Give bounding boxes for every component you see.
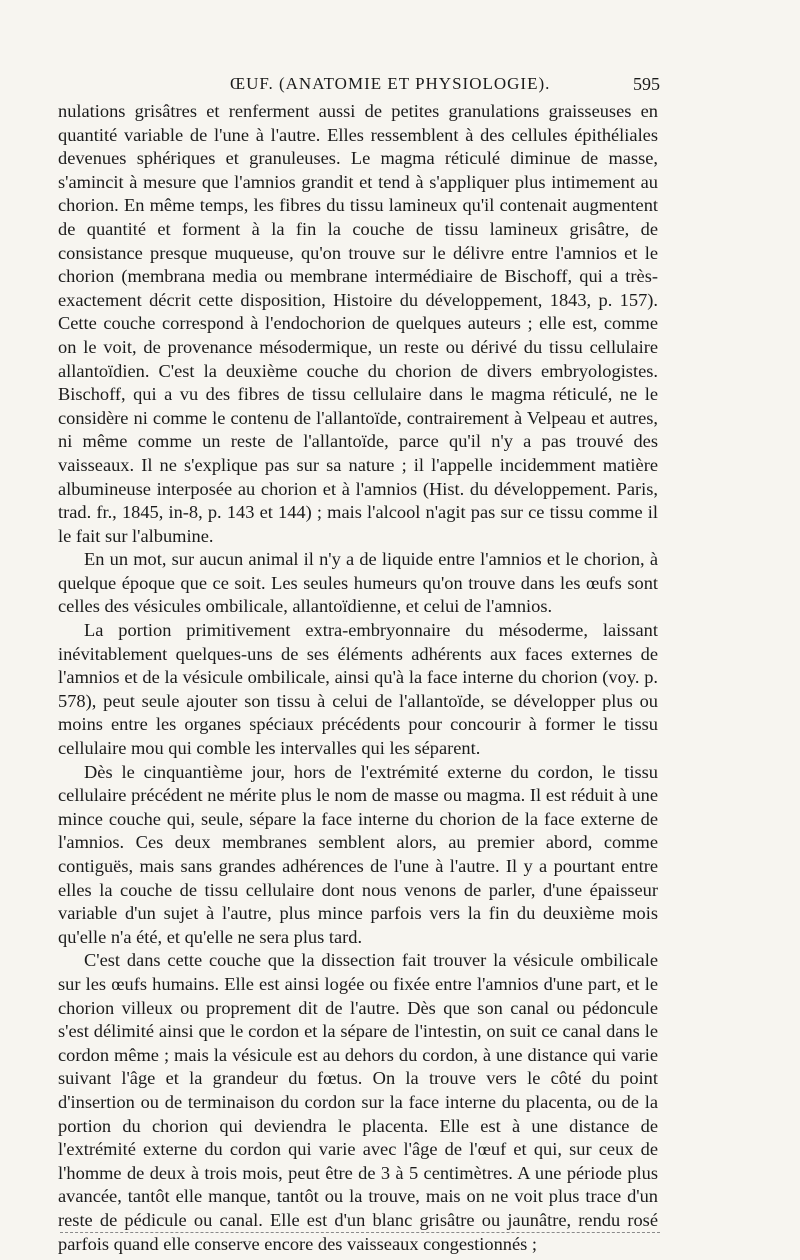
- paragraph: Dès le cinquantième jour, hors de l'extrémité externe du cordon, le tissu cellulaire précédent ne mérite plus le nom de masse ou magma. Il est réduit à une mince couche qui, seule, sépare la face interne du chorion de la face externe de l'amnios. Ces deux membranes semblent alors, au premier abord, comme contiguës, mais sans grandes adhérences de l'une à l'autre. Il y a pourtant entre elles la couche de tissu cellulaire dont nous venons de parler, d'une épaisseur variable d'un sujet à l'autre, plus mince parfois vers la fin du deuxième mois qu'elle n'a été, et qu'elle ne sera plus tard.: [58, 761, 658, 947]
- header-title: ŒUF. (ANATOMIE ET PHYSIOLOGIE).: [230, 74, 551, 93]
- paragraph: En un mot, sur aucun animal il n'y a de liquide entre l'amnios et le chorion, à quelque époque que ce soit. Les seules humeurs qu'on trouve dans les œufs sont celles des vésicules ombilicale, allantoïdienne, et celui de l'amnios.: [58, 549, 658, 617]
- page-number: 595: [633, 74, 660, 94]
- paragraph: La portion primitivement extra-embryonnaire du mésoderme, laissant inévitablement quelques-uns de ses éléments adhérents aux faces externes de l'amnios et de la vésicule ombilicale, ainsi qu'à la face interne du chorion (voy. p. 578), peut seule ajouter son tissu à celui de l'allantoïde, se développer plus ou moins entre les organes spéciaux précédents pour concourir à former le tissu cellulaire mou qui comble les intervalles qui les séparent.: [58, 620, 658, 759]
- footer-rule: [60, 1232, 660, 1234]
- paragraph: C'est dans cette couche que la dissection fait trouver la vésicule ombilicale sur les œufs humains. Elle est ainsi logée ou fixée entre l'amnios d'une part, et le chorion villeux ou proprement dit de l'autre. Dès que son canal ou pédoncule s'est délimité ainsi que le cordon et la sépare de l'intestin, on suit ce canal dans le cordon même ; mais la vésicule est au dehors du cordon, à une distance qui varie suivant l'âge et la grandeur du fœtus. On la trouve vers le côté du point d'insertion ou de terminaison du cordon sur la face interne du placenta, ou de la portion du chorion qui deviendra le placenta. Elle est à une distance de l'extrémité externe du cordon qui varie avec l'âge de l'œuf et qui, sur ceux de l'homme de deux à trois mois, peut être de 3 à 5 centimètres. A une période plus avancée, tantôt elle manque, tantôt ou la trouve, mais on ne voit plus trace d'un reste de pédicule ou canal. Elle est d'un blanc grisâtre ou jaunâtre, rendu rosé parfois quand elle conserve encore des vaisseaux congestionnés ;: [58, 950, 658, 1254]
- body-text: [58, 100, 658, 1256]
- paragraph: nulations grisâtres et renferment aussi de petites granulations graisseuses en quantité variable de l'une à l'autre. Elles ressemblent à des cellules épithéliales devenues sphériques et granuleuses. Le magma réticulé diminue de masse, s'amincit à mesure que l'amnios grandit et tend à s'appliquer plus intimement au chorion. En même temps, les fibres du tissu lamineux qu'il contenait augmentent de quantité et forment à la fin la couche de tissu lamineux grisâtre, de consistance presque muqueuse, qu'on trouve sur le délivre entre l'amnios et le chorion (membrana media ou membrane intermédiaire de Bischoff, qui a très-exactement décrit cette disposition, Histoire du développement, 1843, p. 157). Cette couche correspond à l'endochorion de quelques auteurs ; elle est, comme on le voit, de provenance mésodermique, un reste ou dérivé du tissu cellulaire allantoïdien. C'est la deuxième couche du chorion de divers embryologistes. Bischoff, qui a vu des fibres de tissu cellulaire dans le magma réticulé, ne le considère ni comme le contenu de l'allantoïde, contrairement à Velpeau et autres, ni même comme un reste de l'allantoïde, parce qu'il n'y a pas trouvé des vaisseaux. Il ne s'explique pas sur sa nature ; il l'appelle incidemment matière albumineuse interposée au chorion et à l'amnios (Hist. du développement. Paris, trad. fr., 1845, in-8, p. 143 et 144) ; mais l'alcool n'agit pas sur ce tissu comme il le fait sur l'albumine.: [58, 101, 658, 546]
- running-header: [230, 74, 660, 94]
